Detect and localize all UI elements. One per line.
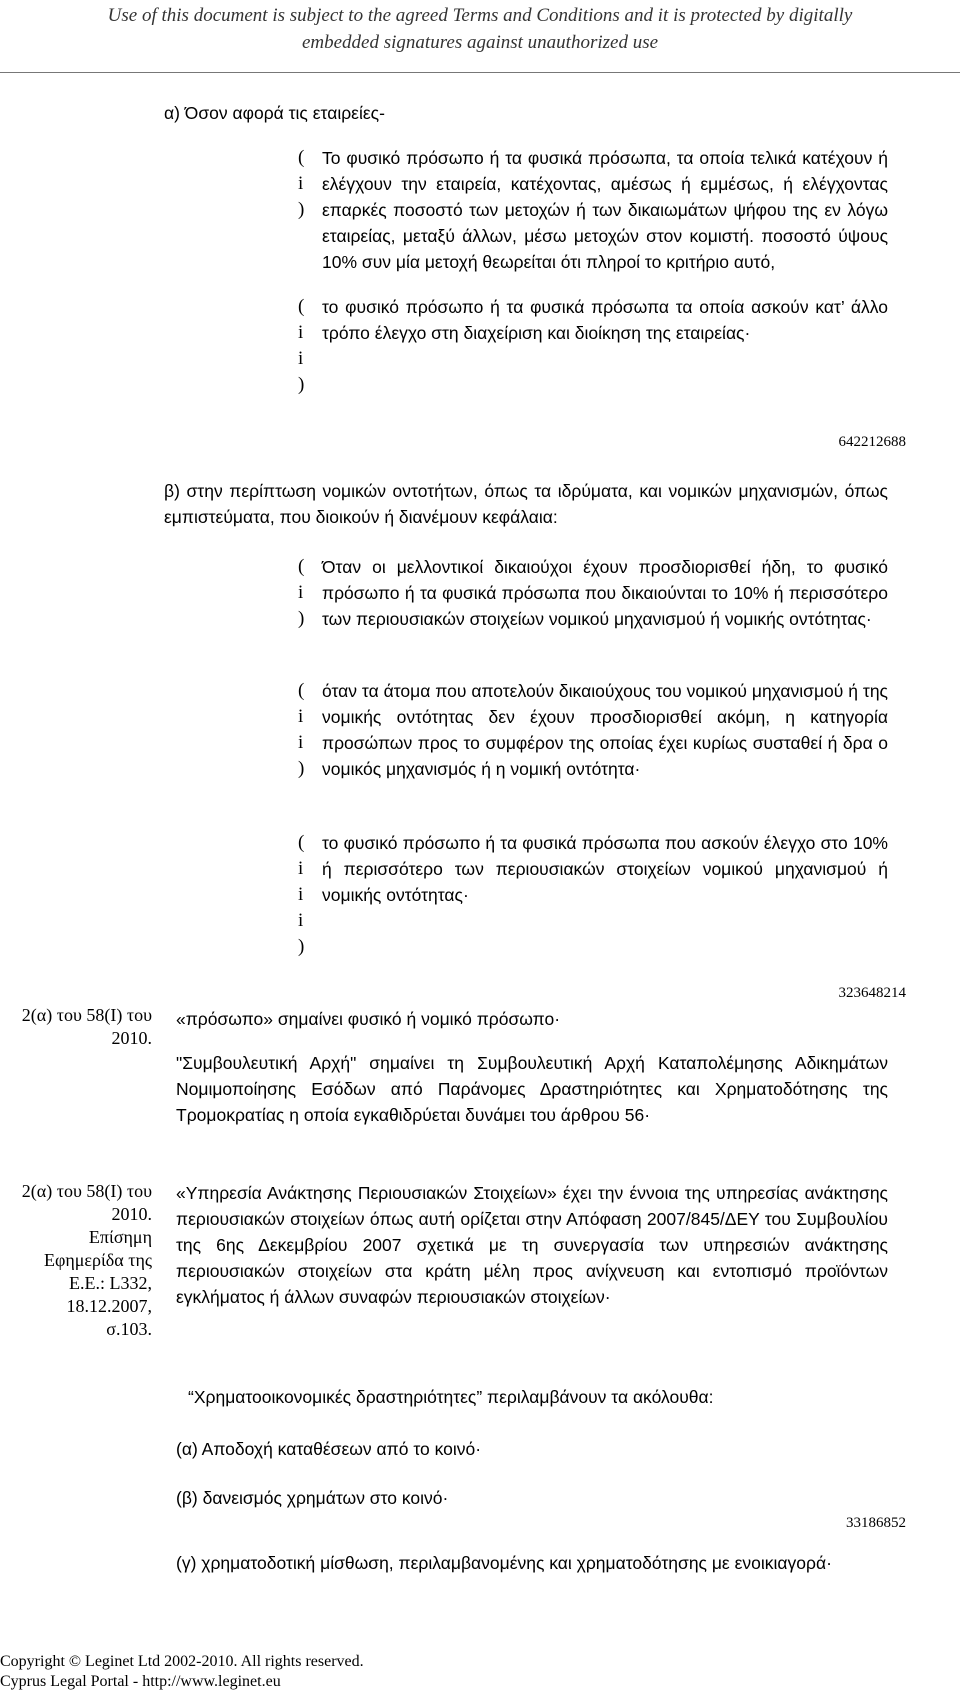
reference-number-3: 33186852 [846, 1515, 906, 1531]
section-b-item3-marker: ( i i i ) [298, 832, 305, 957]
header-line-1: Use of this document is subject to the agreed Terms and Conditions and it is protected by digitally [107, 5, 853, 26]
section-b-item3-text: το φυσικό πρόσωπο ή τα φυσικά πρόσωπα που ασκούν έλεγχο στο 10% ή περισσότερο των περιουσιακών στοιχείων νομικού μηχανισμού ή νομικής οντότητας· [322, 833, 888, 905]
section-a-heading: α) Όσον αφορά τις εταιρείες- [164, 103, 385, 123]
footer-copyright: Copyright © Leginet Ltd 2002-2010. All rights reserved. [0, 1653, 364, 1670]
footer-portal: Cyprus Legal Portal - http://www.leginet.eu [0, 1673, 281, 1690]
financial-activity-c: (γ) χρηματοδοτική μίσθωση, περιλαμβανομένης και χρηματοδότησης με ενοικιαγορά· [176, 1553, 832, 1573]
reference-number-2: 323648214 [838, 985, 906, 1001]
reference-number-1: 642212688 [838, 434, 906, 450]
margin-note-1: 2(α) του 58(Ι) του 2010. [21, 1005, 152, 1048]
margin-note-2: 2(α) του 58(Ι) του 2010. Επίσημη Εφημερίδα της Ε.Ε.: L332, 18.12.2007, σ.103. [21, 1181, 152, 1339]
definition-financial-activities: “Χρηματοοικονομικές δραστηριότητες” περιλαμβάνουν τα ακόλουθα: [188, 1387, 714, 1407]
header-divider [0, 72, 960, 73]
section-b-item1-marker: ( i ) [298, 556, 305, 629]
section-a-item1-marker: ( i ) [298, 147, 305, 220]
document-footer [0, 1652, 620, 1692]
section-b-item2-text: όταν τα άτομα που αποτελούν δικαιούχους του νομικού μηχανισμού ή της νομικής οντότητας δεν έχουν προσδιορισθεί ακόμη, η κατηγορία προσώπων προς το συμφέρον της οποίας έχει κυρίως συσταθεί ή δρα ο νομικός μηχανισμός ή η νομική οντότητα· [322, 681, 888, 779]
section-b-item1-text: Όταν οι μελλοντικοί δικαιούχοι έχουν προσδιορισθεί ήδη, το φυσικό πρόσωπο ή τα φυσικά πρόσωπα που δικαιούνται το 10% ή περισσότερο των περιουσιακών στοιχείων νομικού μηχανισμού ή νομικής οντότητας· [322, 557, 888, 629]
section-b-item2-marker: ( i i ) [298, 680, 305, 779]
section-b-intro: β) στην περίπτωση νομικών οντοτήτων, όπως τα ιδρύματα, και νομικών μηχανισμών, όπως εμπιστεύματα, που διοικούν ή διανέμουν κεφάλαια: [164, 481, 888, 527]
header-line-2: embedded signatures against unauthorized use [301, 32, 659, 53]
financial-activity-b: (β) δανεισμός χρημάτων στο κοινό· [176, 1488, 449, 1508]
definition-asset-recovery-office: «Υπηρεσία Ανάκτησης Περιουσιακών Στοιχείων» έχει την έννοια της υπηρεσίας ανάκτησης περιουσιακών στοιχείων όπως αυτή ορίζεται στην Απόφαση 2007/845/ΔΕΥ του Συμβουλίου της 6ης Δεκεμβρίου 2007 σχετικά με τη συνεργασία των υπηρεσιών ανάκτησης περιουσιακών στοιχείων στα κράτη μέλη προς ανίχνευση και εντοπισμό προϊόντων εγκλήματος ή άλλων συναφών περιουσιακών στοιχείων· [176, 1183, 888, 1307]
document-header [0, 2, 960, 56]
definition-person: «πρόσωπο» σημαίνει φυσικό ή νομικό πρόσωπο· [176, 1009, 561, 1029]
section-a-item2-text: το φυσικό πρόσωπο ή τα φυσικά πρόσωπα τα οποία ασκούν κατ’ άλλο τρόπο έλεγχο στη διαχείριση και διοίκηση της εταιρείας· [322, 297, 888, 343]
financial-activity-a: (α) Αποδοχή καταθέσεων από το κοινό· [176, 1439, 482, 1459]
definition-advisory-authority: "Συμβουλευτική Αρχή" σημαίνει τη Συμβουλευτική Αρχή Καταπολέμησης Αδικημάτων Νομιμοποίησης Εσόδων από Παράνομες Δραστηριότητες και Χρηματοδότησης της Τρομοκρατίας η οποία εγκαθιδρύεται δυνάμει του άρθρου 56· [176, 1053, 888, 1125]
section-a-item1-text: Το φυσικό πρόσωπο ή τα φυσικά πρόσωπα, τα οποία τελικά κατέχουν ή ελέγχουν την εταιρεία, κατέχοντας, αμέσως ή εμμέσως, ή ελέγχοντας επαρκές ποσοστό των μετοχών ή των δικαιωμάτων ψήφου της εν λόγω εταιρείας, μεταξύ άλλων, μέσω μετοχών στον κομιστή. ποσοστό ύψους 10% συν μία μετοχή θεωρείται ότι πληροί το κριτήριο αυτό, [322, 148, 888, 272]
section-a-item2-marker: ( i i ) [298, 296, 305, 395]
